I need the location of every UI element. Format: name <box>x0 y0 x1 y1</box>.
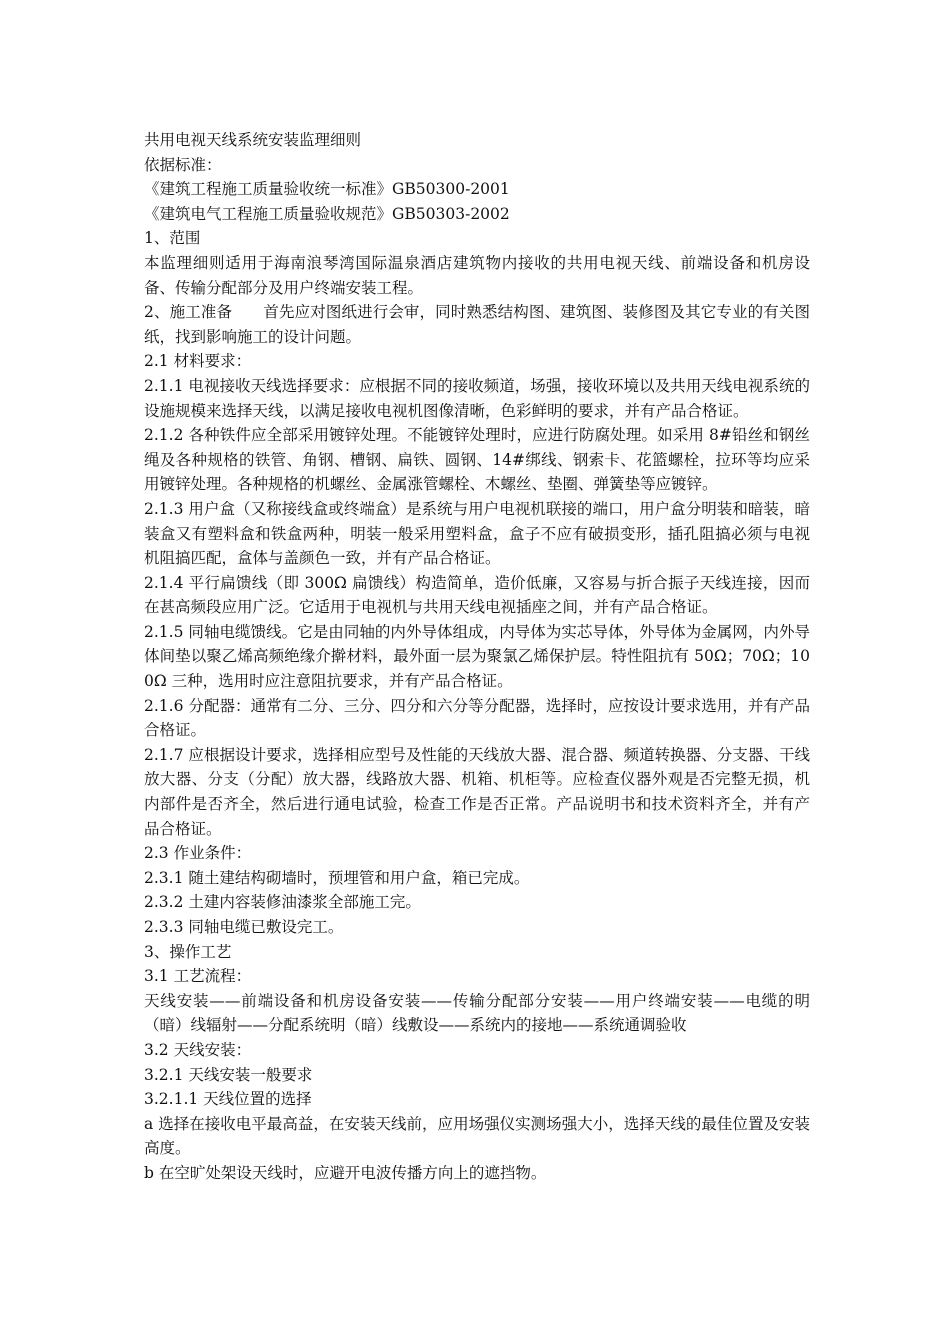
standards-heading: 依据标准： <box>144 155 222 174</box>
document-title: 共用电视天线系统安装监理细则 <box>144 131 362 149</box>
body-paragraph: 2.1.6 分配器：通常有二分、三分、四分和六分等分配器，选择时，应按设计要求选用，并有产品合格证。 <box>144 696 810 740</box>
document-page <box>144 128 810 1186</box>
body-paragraph: 2、施工准备 首先应对图纸进行会审，同时熟悉结构图、建筑图、装修图及其它专业的有关图纸，找到影响施工的设计问题。 <box>144 303 810 346</box>
body-paragraph: 2.1.1 电视接收天线选择要求：应根据不同的接收频道，场强，接收环境以及共用天线电视系统的设施规模来选择天线，以满足接收电视机图像清晰，色彩鲜明的要求，并有产品合格证。 <box>144 376 810 420</box>
body-paragraph: 2.1.3 用户盒（又称接线盒或终端盒）是系统与用户电视机联接的端口，用户盒分明装和暗装，暗装盒又有塑料盒和铁盒两种，明装一般采用塑料盒，盒子不应有破损变形，插孔阻搞必须与电视机阻搞匹配，盒体与盖颜色一致，并有产品合格证。 <box>144 499 810 568</box>
section-heading: 3、操作工艺 <box>144 942 232 961</box>
body-paragraph: 2.1.7 应根据设计要求，选择相应型号及性能的天线放大器、混合器、频道转换器、分支器、干线放大器、分支（分配）放大器，线路放大器、机箱、机柜等。应检查仪器外观是否完整无损，机内部件是否齐全，然后进行通电试验，检查工作是否正常。产品说明书和技术资料齐全，并有产品合格证。 <box>144 745 810 838</box>
section-heading: 1、范围 <box>144 229 201 248</box>
body-paragraph: 2.3.3 同轴电缆已敷设完工。 <box>144 918 344 936</box>
body-paragraph: b 在空旷处架设天线时，应避开电波传播方向上的遮挡物。 <box>144 1163 547 1182</box>
body-paragraph: 2.1.4 平行扁馈线（即 300Ω 扁馈线）构造简单，造价低廉，又容易与折合振子天线连接，因而在甚高频段应用广泛。它适用于电视机与共用天线电视插座之间，并有产品合格证。 <box>144 573 810 617</box>
subsection-heading: 3.1 工艺流程： <box>144 967 252 986</box>
subsection-heading: 3.2.1 天线安装一般要求 <box>144 1065 313 1084</box>
subsection-heading: 3.2 天线安装： <box>144 1040 252 1059</box>
standard-item: 《建筑工程施工质量验收统一标准》GB50300-2001 <box>144 180 510 199</box>
body-paragraph: 2.1.5 同轴电缆馈线。它是由同轴的内外导体组成，内导体为实芯导体，外导体为金属网，内外导体间垫以聚乙烯高频绝缘介擀材料，最外面一层为聚氯乙烯保护层。特性阻抗有 50Ω；70Ω；100Ω 三种，选用时应注意阻抗要求，并有产品合格证。 <box>144 622 810 691</box>
subsection-heading: 2.3 作业条件： <box>144 844 252 863</box>
body-paragraph: 本监理细则适用于海南浪琴湾国际温泉酒店建筑物内接收的共用电视天线、前端设备和机房设备、传输分配部分及用户终端安装工程。 <box>144 253 810 297</box>
body-paragraph: 2.3.1 随土建结构砌墙时，预埋管和用户盒，箱已完成。 <box>144 868 530 887</box>
body-paragraph: 2.1.2 各种铁件应全部采用镀锌处理。不能镀锌处理时，应进行防腐处理。如采用 8#铅丝和钢丝绳及各种规格的铁管、角钢、槽钢、扁铁、圆钢、14#绑线、钢索卡、花篮螺栓，拉环等均应采用镀锌处理。各种规格的机螺丝、金属涨管螺栓、木螺丝、垫圈、弹簧垫等应镀锌。 <box>144 426 810 494</box>
standard-item: 《建筑电气工程施工质量验收规范》GB50303-2002 <box>144 204 510 223</box>
body-paragraph: a 选择在接收电平最高益，在安装天线前，应用场强仪实测场强大小，选择天线的最佳位置及安装高度。 <box>144 1114 810 1158</box>
subsection-heading: 3.2.1.1 天线位置的选择 <box>144 1090 312 1109</box>
body-paragraph: 2.3.2 土建内容装修油漆浆全部施工完。 <box>144 893 421 912</box>
subsection-heading: 2.1 材料要求： <box>144 352 252 371</box>
process-flow: 天线安装——前端设备和机房设备安装——传输分配部分安装——用户终端安装——电缆的明（暗）线辐射——分配系统明（暗）线敷设——系统内的接地——系统通调验收 <box>144 991 810 1035</box>
